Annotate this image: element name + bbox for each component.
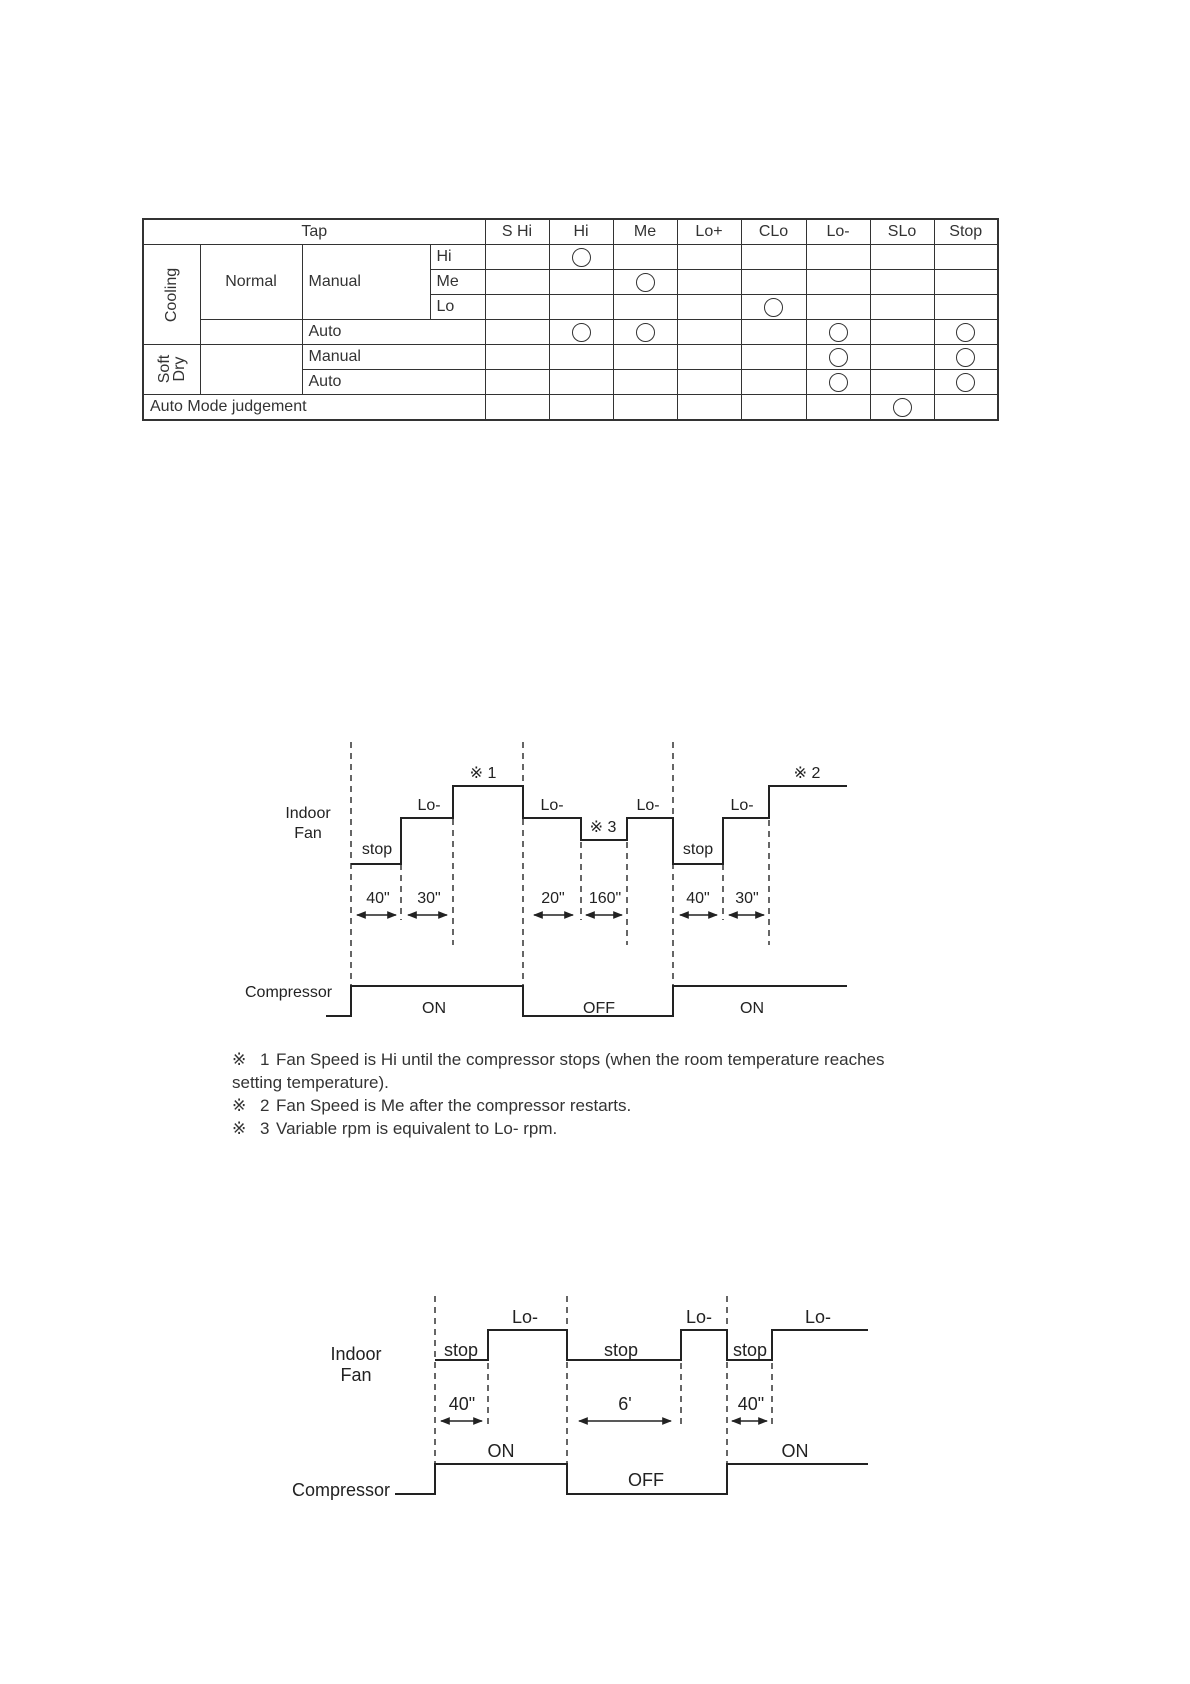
col-header-me: Me bbox=[613, 219, 677, 245]
dry-label: Dry bbox=[170, 356, 188, 381]
fan-label: Fan bbox=[294, 825, 322, 842]
col-header-hi: Hi bbox=[549, 219, 613, 245]
compressor-on-label: ON bbox=[781, 1441, 809, 1461]
duration-40: 40" bbox=[737, 1394, 765, 1414]
footnotes bbox=[232, 1048, 885, 1140]
table-header-row bbox=[143, 219, 998, 245]
mark-circle bbox=[934, 370, 998, 395]
fan-level-stop: stop bbox=[732, 1340, 768, 1360]
duration-30: 30" bbox=[735, 890, 759, 907]
soft-dry-timing-diagram bbox=[0, 1285, 1190, 1510]
mark-circle bbox=[934, 320, 998, 345]
indoor-label: Indoor bbox=[285, 805, 331, 822]
fan-speed-tap-table bbox=[142, 218, 999, 421]
footnote-2: ※ 2 Fan Speed is Me after the compressor restarts. bbox=[232, 1096, 632, 1115]
fan-level-stop: stop bbox=[443, 1340, 479, 1360]
softdry-auto-label: Auto bbox=[302, 370, 485, 395]
duration-160: 160" bbox=[588, 890, 622, 907]
duration-6min: 6' bbox=[618, 1394, 632, 1414]
table-row bbox=[143, 395, 998, 421]
duration-40: 40" bbox=[686, 890, 710, 907]
compressor-off-label: OFF bbox=[628, 1470, 664, 1490]
footnote-1-continuation: setting temperature). bbox=[232, 1073, 389, 1092]
fan-level-lominus: Lo- bbox=[417, 797, 441, 814]
compressor-off-label: OFF bbox=[583, 1000, 615, 1017]
cooling-label: Cooling bbox=[162, 267, 180, 322]
mark-circle bbox=[934, 345, 998, 370]
duration-40: 40" bbox=[448, 1394, 476, 1414]
col-header-lominus: Lo- bbox=[806, 219, 870, 245]
cooling-auto-label: Auto bbox=[302, 320, 485, 345]
manual-label: Manual bbox=[302, 245, 430, 320]
sub-lo-label: Lo bbox=[430, 295, 485, 320]
fan-speed-waveform bbox=[435, 1330, 868, 1360]
tap-header: Tap bbox=[143, 219, 485, 245]
dashed-guides bbox=[435, 1296, 772, 1465]
fan-label: Fan bbox=[340, 1365, 372, 1385]
cooling-timing-diagram bbox=[0, 730, 1190, 1040]
fan-level-lominus: Lo- bbox=[685, 1307, 713, 1327]
mark-circle bbox=[806, 345, 870, 370]
duration-40: 40" bbox=[366, 890, 390, 907]
note3-marker: ※ 3 bbox=[589, 819, 617, 836]
soft-dry-cell bbox=[143, 345, 200, 395]
fan-level-lominus: Lo- bbox=[804, 1307, 832, 1327]
mark-circle bbox=[613, 270, 677, 295]
mark-circle bbox=[806, 370, 870, 395]
col-header-clo: CLo bbox=[741, 219, 806, 245]
col-header-shi: S Hi bbox=[485, 219, 549, 245]
sub-hi-label: Hi bbox=[430, 245, 485, 270]
fan-level-lominus: Lo- bbox=[540, 797, 564, 814]
fan-level-stop: stop bbox=[603, 1340, 639, 1360]
fan-level-lominus: Lo- bbox=[730, 797, 754, 814]
mark-circle bbox=[613, 320, 677, 345]
mark-circle bbox=[549, 320, 613, 345]
col-header-stop: Stop bbox=[934, 219, 998, 245]
mark-circle bbox=[741, 295, 806, 320]
table-row bbox=[143, 245, 998, 270]
cooling-cell bbox=[143, 245, 200, 345]
soft-label: Soft bbox=[155, 354, 173, 383]
footnote-3: ※ 3 Variable rpm is equivalent to Lo- rpm. bbox=[232, 1119, 558, 1138]
sub-me-label: Me bbox=[430, 270, 485, 295]
fan-level-lominus: Lo- bbox=[511, 1307, 539, 1327]
softdry-manual-label: Manual bbox=[302, 345, 485, 370]
table-row bbox=[143, 320, 998, 345]
compressor-on-label: ON bbox=[740, 1000, 764, 1017]
fan-level-lominus: Lo- bbox=[636, 797, 660, 814]
fan-level-stop: stop bbox=[682, 841, 714, 858]
table-row bbox=[143, 345, 998, 370]
col-header-loplus: Lo+ bbox=[677, 219, 741, 245]
indoor-label: Indoor bbox=[330, 1344, 382, 1364]
compressor-label: Compressor bbox=[245, 984, 333, 1001]
note2-marker: ※ 2 bbox=[793, 765, 821, 782]
mark-circle bbox=[806, 320, 870, 345]
auto-mode-label: Auto Mode judgement bbox=[143, 395, 485, 421]
normal-label: Normal bbox=[200, 245, 302, 320]
fan-level-stop: stop bbox=[361, 841, 393, 858]
duration-30: 30" bbox=[417, 890, 441, 907]
compressor-on-label: ON bbox=[487, 1441, 515, 1461]
note1-marker: ※ 1 bbox=[469, 765, 497, 782]
compressor-on-label: ON bbox=[422, 1000, 446, 1017]
duration-20: 20" bbox=[541, 890, 565, 907]
mark-circle bbox=[870, 395, 934, 421]
mark-circle bbox=[549, 245, 613, 270]
footnote-1: ※ 1 Fan Speed is Hi until the compressor stops (when the room temperature reaches bbox=[232, 1050, 885, 1069]
col-header-slo: SLo bbox=[870, 219, 934, 245]
compressor-label: Compressor bbox=[292, 1480, 391, 1500]
